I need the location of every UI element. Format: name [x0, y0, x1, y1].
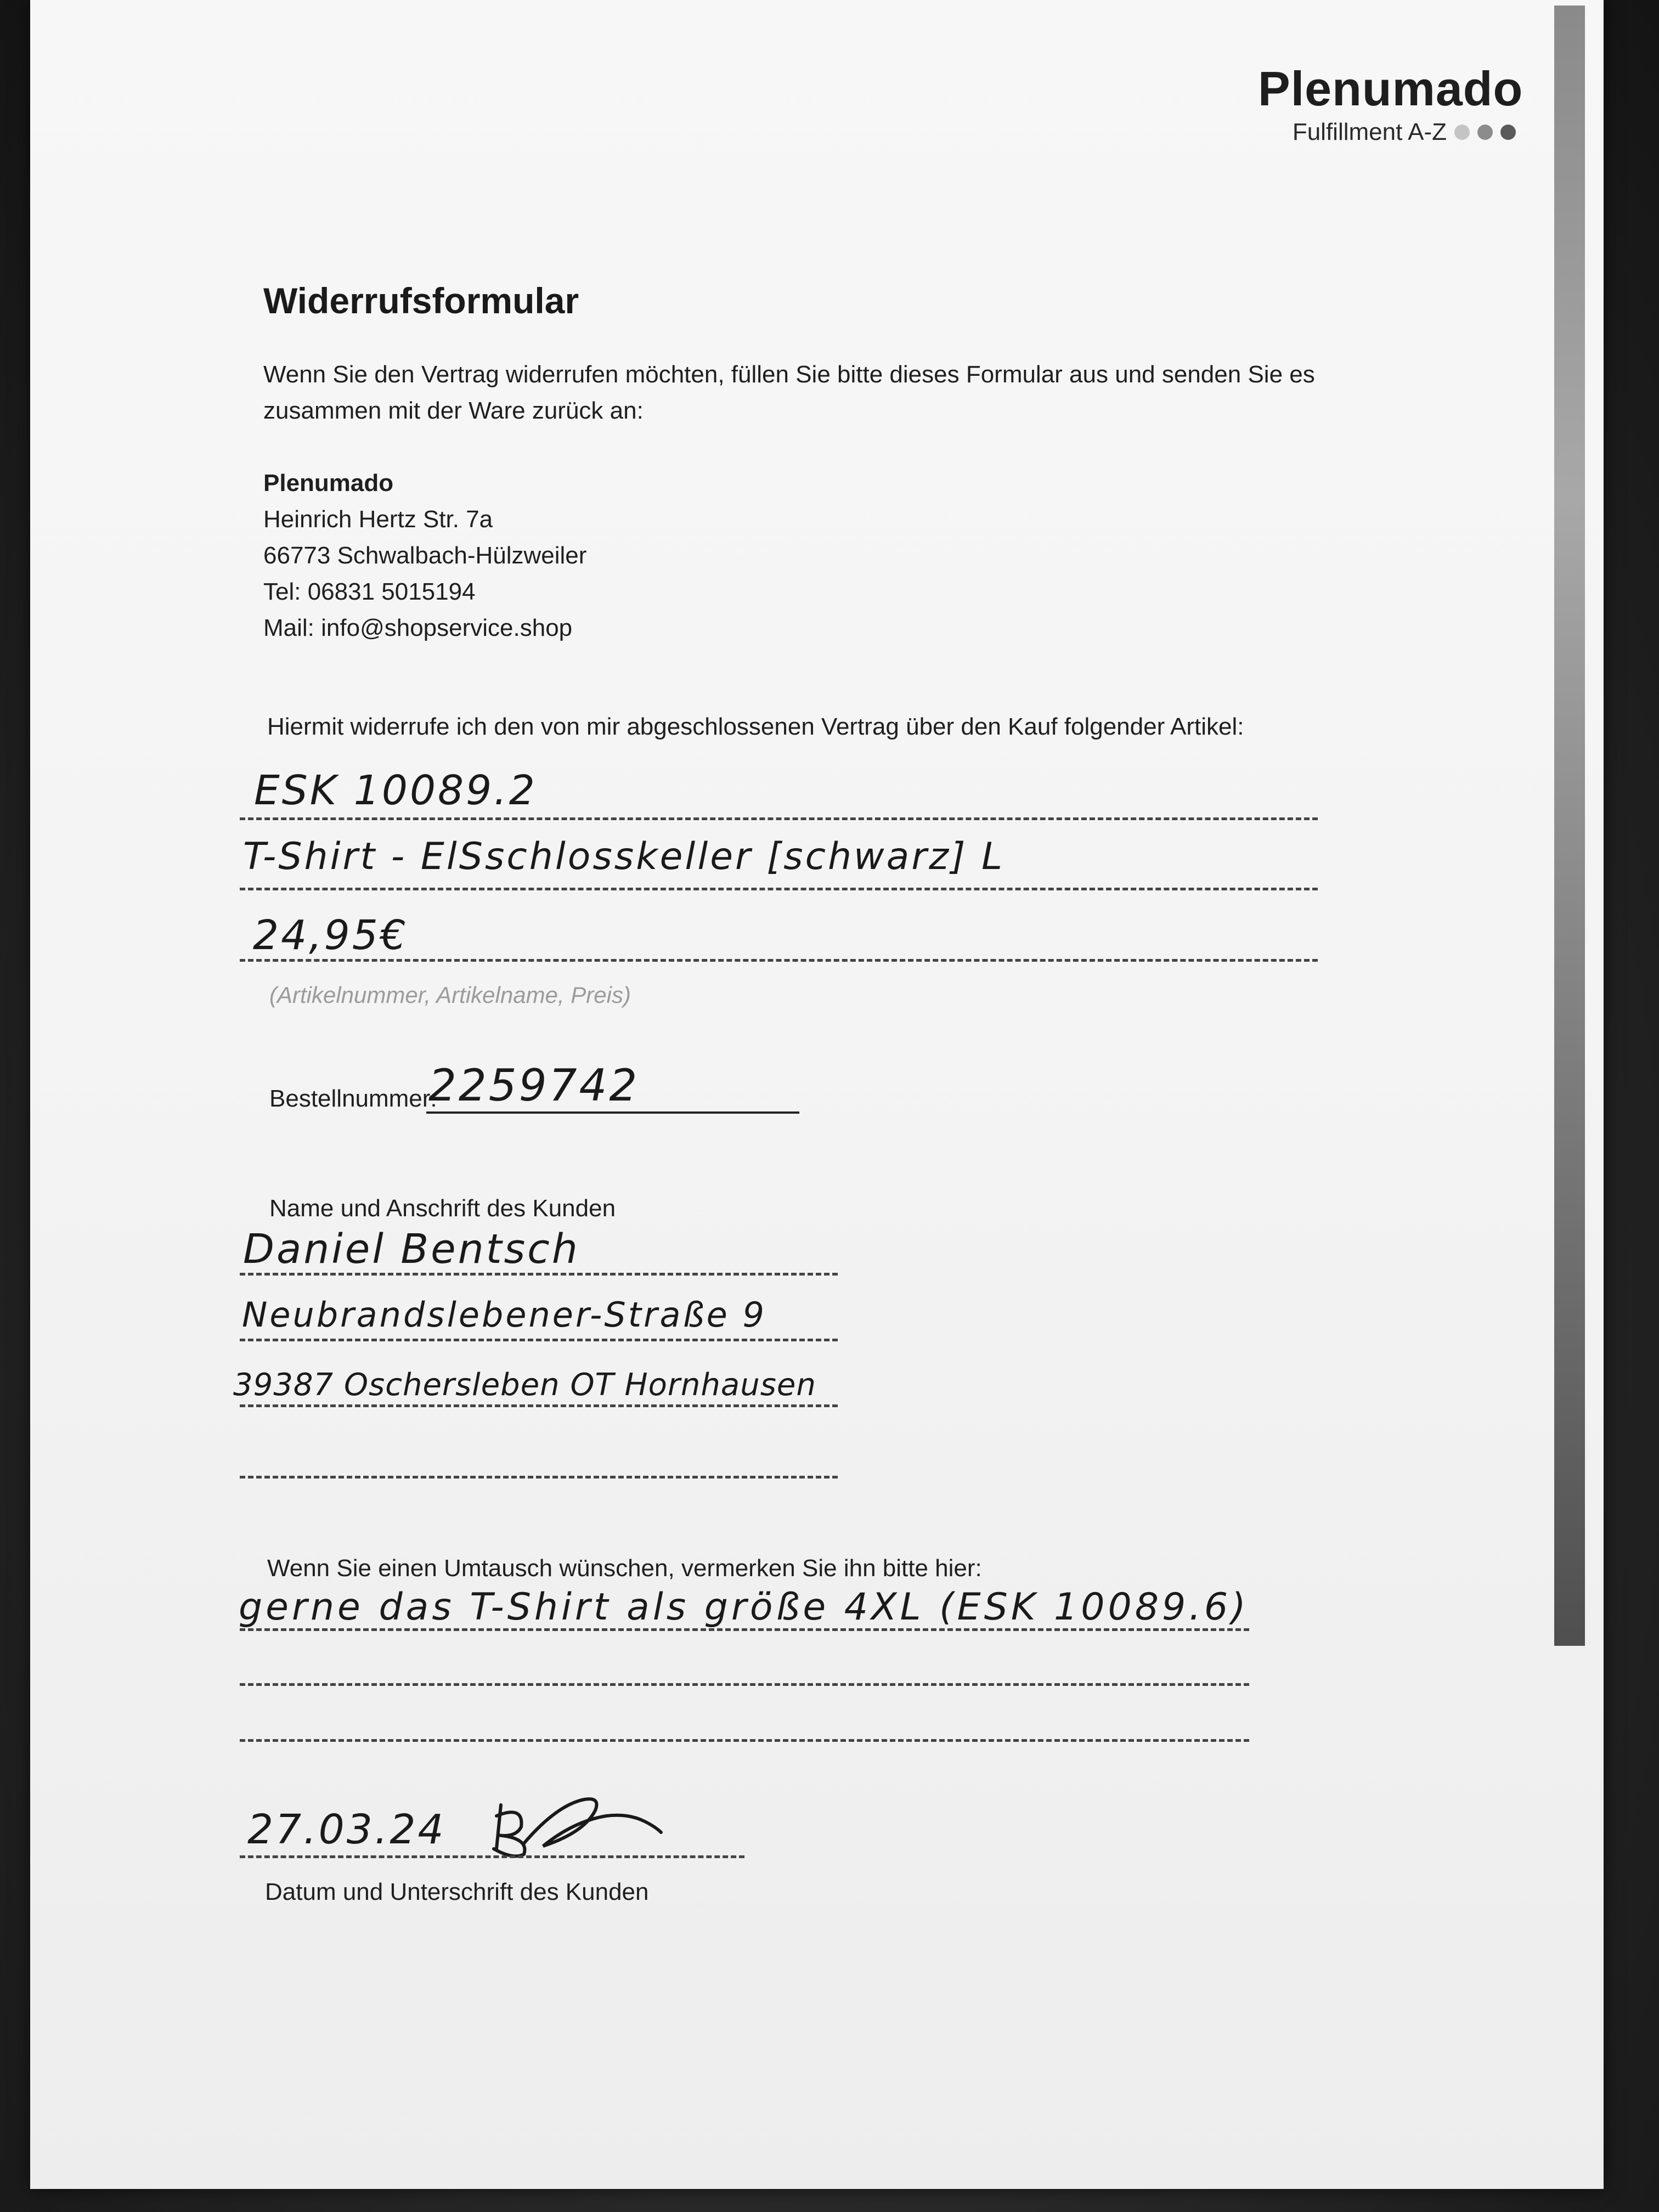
revoke-statement: Hiermit widerrufe ich den von mir abgeschlossenen Vertrag über den Kauf folgender Artikel:: [267, 713, 1244, 740]
article-name-entry[interactable]: T-Shirt - ElSschlosskeller [schwarz] L: [243, 835, 1005, 878]
exchange-line: [240, 1628, 1249, 1631]
article-hint: (Artikelnummer, Artikelname, Preis): [269, 982, 631, 1008]
article-price-entry[interactable]: 24,95€: [253, 912, 408, 959]
brand-dot-icon: [1477, 125, 1493, 140]
intro-line: Wenn Sie den Vertrag widerrufen möchten, füllen Sie bitte dieses Formular aus und senden Sie es: [263, 361, 1315, 388]
customer-name-entry[interactable]: Daniel Bentsch: [243, 1226, 580, 1273]
customer-street-entry[interactable]: Neubrandslebener-Straße 9: [242, 1295, 766, 1335]
brand-dot-icon: [1454, 125, 1470, 140]
order-number-line: [426, 1111, 799, 1114]
customer-city-entry[interactable]: 39387 Oschersleben OT Hornhausen: [233, 1367, 816, 1403]
order-number-label: Bestellnummer:: [269, 1085, 437, 1112]
customer-line: [240, 1404, 838, 1407]
order-number-entry[interactable]: 2259742: [428, 1060, 640, 1111]
date-entry[interactable]: 27.03.24: [247, 1806, 446, 1853]
paper-sheet: [30, 0, 1604, 2189]
address-city: 66773 Schwalbach-Hülzweiler: [263, 542, 587, 569]
brand-name: Plenumado: [1258, 61, 1523, 116]
brand-tagline-row: [1258, 119, 1516, 146]
intro-line: zusammen mit der Ware zurück an:: [263, 397, 644, 424]
intro-text: [263, 357, 1432, 429]
signature-line: [240, 1855, 744, 1858]
exchange-entry[interactable]: gerne das T-Shirt als größe 4XL (ESK 10089.6): [239, 1585, 1249, 1629]
brand-tagline: Fulfillment A-Z: [1292, 119, 1447, 145]
customer-line: [240, 1339, 838, 1341]
exchange-label: Wenn Sie einen Umtausch wünschen, vermerken Sie ihn bitte hier:: [267, 1555, 982, 1582]
form-title: Widerrufsformular: [263, 280, 579, 321]
signature-mark: [491, 1783, 705, 1865]
customer-line: [240, 1476, 838, 1479]
article-line: [240, 959, 1318, 962]
article-line: [240, 888, 1318, 890]
article-number-entry[interactable]: ESK 10089.2: [254, 767, 537, 814]
return-address: [263, 465, 586, 646]
exchange-line: [240, 1739, 1249, 1742]
exchange-line: [240, 1683, 1249, 1686]
address-company: Plenumado: [263, 470, 394, 496]
address-phone: Tel: 06831 5015194: [263, 578, 476, 605]
customer-label: Name und Anschrift des Kunden: [269, 1195, 616, 1222]
signature-label: Datum und Unterschrift des Kunden: [265, 1878, 649, 1905]
paper-fold-shadow: [1554, 5, 1585, 1646]
customer-line: [240, 1273, 838, 1276]
brand-dot-icon: [1500, 125, 1516, 140]
brand-logo: [1258, 61, 1523, 146]
article-line: [240, 817, 1318, 820]
address-mail: Mail: info@shopservice.shop: [263, 614, 573, 641]
address-street: Heinrich Hertz Str. 7a: [263, 506, 493, 533]
